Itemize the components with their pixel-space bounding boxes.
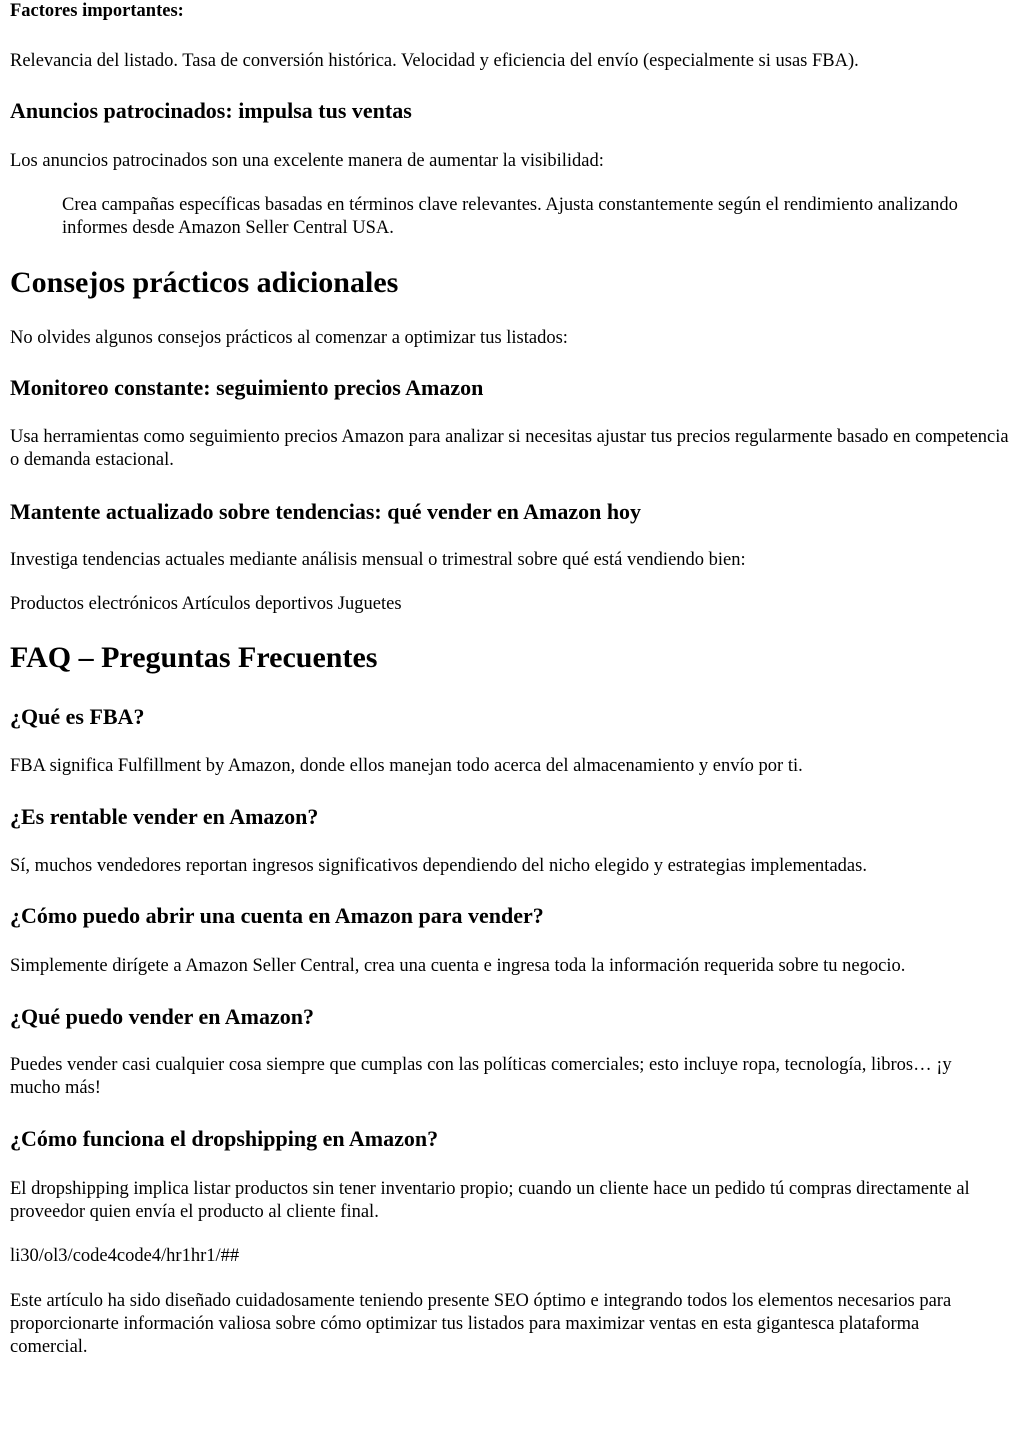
- trends-list: Productos electrónicos Artículos deportivos Juguetes: [10, 594, 402, 614]
- sponsored-heading: Anuncios patrocinados: impulsa tus ventas: [10, 98, 412, 123]
- tips-heading: Consejos prácticos adicionales: [10, 266, 399, 299]
- faq-heading: FAQ – Preguntas Frecuentes: [10, 641, 378, 674]
- faq-answer: Puedes vender casi cualquier cosa siempre que cumplas con las políticas comerciales; esto incluye ropa, tecnología, libros… ¡y mucho más!: [10, 1055, 952, 1098]
- faq-answer: FBA significa Fulfillment by Amazon, donde ellos manejan todo acerca del almacenamiento y envío por ti.: [10, 756, 803, 776]
- faq-question: ¿Cómo funciona el dropshipping en Amazon?: [10, 1126, 439, 1151]
- faq-question: ¿Es rentable vender en Amazon?: [10, 804, 319, 829]
- faq-question: ¿Qué es FBA?: [10, 704, 145, 729]
- closing-paragraph: Este artículo ha sido diseñado cuidadosamente teniendo presente SEO óptimo e integrando todos los elementos necesarios para proporcionarte información valiosa sobre cómo optimizar tus listados para maximizar ventas en esta gigantesca plataforma comercial.: [10, 1291, 952, 1357]
- faq-question: ¿Qué puedo vender en Amazon?: [10, 1004, 314, 1029]
- sponsored-quote: Crea campañas específicas basadas en términos clave relevantes. Ajusta constantemente según el rendimiento analizando informes desde Amazon Seller Central USA.: [62, 195, 958, 238]
- code-line: li30/ol3/code4code4/hr1hr1/##: [10, 1246, 240, 1266]
- sponsored-intro: Los anuncios patrocinados son una excelente manera de aumentar la visibilidad:: [10, 151, 604, 171]
- faq-answer: Simplemente dirígete a Amazon Seller Central, crea una cuenta e ingresa toda la información requerida sobre tu negocio.: [10, 956, 906, 976]
- factors-heading: Factores importantes:: [10, 1, 184, 21]
- tips-intro: No olvides algunos consejos prácticos al comenzar a optimizar tus listados:: [10, 328, 568, 348]
- trends-heading: Mantente actualizado sobre tendencias: qué vender en Amazon hoy: [10, 499, 642, 524]
- faq-question: ¿Cómo puedo abrir una cuenta en Amazon para vender?: [10, 903, 544, 928]
- monitor-heading: Monitoreo constante: seguimiento precios Amazon: [10, 375, 484, 400]
- monitor-text: Usa herramientas como seguimiento precios Amazon para analizar si necesitas ajustar tus precios regularmente basado en competencia o demanda estacional.: [10, 427, 1009, 470]
- trends-text: Investiga tendencias actuales mediante análisis mensual o trimestral sobre qué está vendiendo bien:: [10, 550, 746, 570]
- faq-answer: Sí, muchos vendedores reportan ingresos significativos dependiendo del nicho elegido y estrategias implementadas.: [10, 856, 867, 876]
- faq-answer: El dropshipping implica listar productos sin tener inventario propio; cuando un cliente hace un pedido tú compras directamente al proveedor quien envía el producto al cliente final.: [10, 1179, 970, 1222]
- factors-text: Relevancia del listado. Tasa de conversión histórica. Velocidad y eficiencia del envío (especialmente si usas FBA).: [10, 51, 859, 71]
